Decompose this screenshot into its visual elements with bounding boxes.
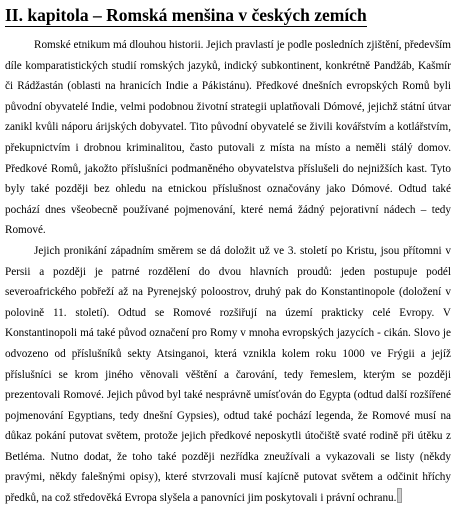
paragraph-2-text: Jejich pronikání západním směrem se dá doložit už ve 3. století po Kristu, jsou přítomni v Persii a později je patrné rozdělení do dvou hlavních proudů: jeden postupuje podél severoafrického pobřeží až na Pyrenejský poloostrov, druhý pak do Konstantinopole (doložení v polovině 11. století). Odtud se Romové rozšiřují na území prakticky celé Evropy. V Konstantinopoli má také původ označení pro Romy v mnoha evropských jazycích - cikán. Slovo je odvozeno od příslušníků sekty Atsinganoi, která vznikla kolem roku 1000 ve Frýgii a jejíž příslušníci se krom jiného věnovali věštění a čarování, tedy řemeslem, kterým se později prezentovali Romové. Jejich původ byl také nesprávně umísťován do Egypta (odtud další rozšířené pojmenování Egyptians, tedy dnešní Gypsies), odtud také pochází legenda, že Romové musí na důkaz pokání putovat světem, protože jejich předkové neposkytli útočiště svaté rodině při útěku z Betléma. Nutno dodat, že toho také později nezřídka zneužívali a vykazovali se listy (někdy pravými, někdy falešnými opisy), které stvrzovali musí kajícně putovat světem a odčinit hříchy předků, na což středověká Evropa slyšela a panovníci jim poskytovali i právní ochranu. (5, 244, 451, 505)
paragraph-2 (5, 241, 451, 509)
text-cursor (397, 488, 402, 503)
paragraph-1: Romské etnikum má dlouhou historii. Jejich pravlastí je podle posledních zjištění, především díle komparatistických studií romských jazyků, indický subkontinent, konkrétně Pandžáb, Kašmír či Rádžastán (oblasti na hranicích Indie a Pákistánu). Předkové dnešních evropských Romů byli původní obyvatelé Indie, velmi podobnou životní strategii uplatňovali Dómové, jejichž státní útvar zanikl kvůli náporu árijských dobyvatel. Tito původní obyvatelé se živili kovářstvím a kotlářstvím, překupnictvím i drobnou kriminalitou, často putovali z místa na místo a neměli stálý domov. Předkové Romů, jakožto příslušníci podmaněného obyvatelstva příslušeli do nejnižších kast. Tyto byly také později bez ohledu na etnickou příslušnost označovány jako Dómové. Odtud také pochází dnes všeobecně používané pojmenování, které nemá žádný pejorativní nádech – tedy Romové. (5, 39, 451, 237)
chapter-heading: II. kapitola – Romská menšina v českých zemích (5, 5, 367, 25)
